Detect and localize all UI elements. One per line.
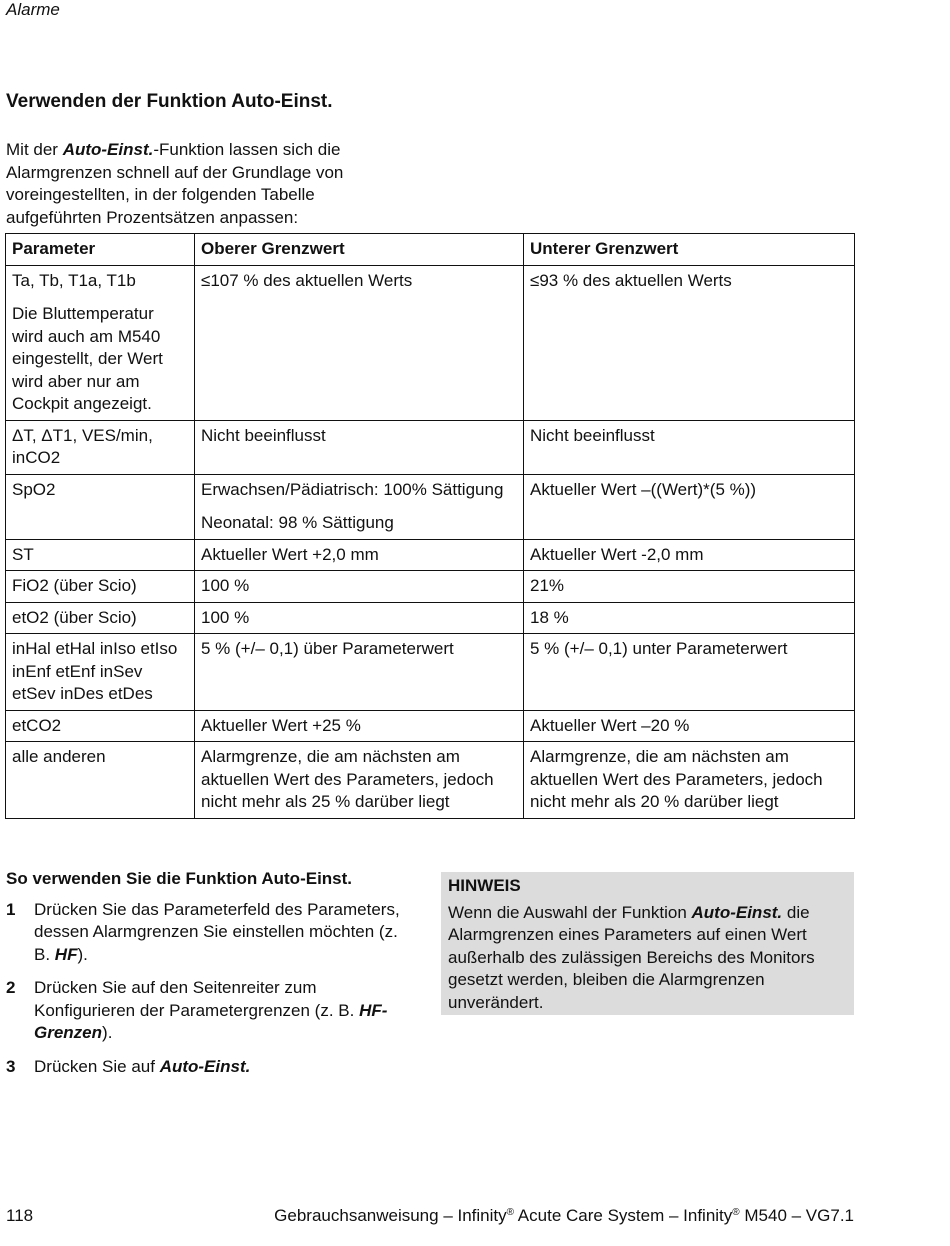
header-parameter: Parameter [6, 234, 195, 266]
cell-text: 100 % [201, 607, 250, 627]
registered-mark: ® [732, 1207, 740, 1218]
table-row [6, 710, 855, 742]
intro-suffix: -Funktion lassen sich die Alarmgrenzen schnell auf der Grundlage von voreingestellten, in der folgenden Tabelle aufgeführten Prozentsätzen anpassen: [6, 140, 344, 227]
step-text-pre: Drücken Sie auf den Seitenreiter zum Konfigurieren der Parametergrenzen (z. B. [34, 978, 360, 1020]
cell-parameter [6, 571, 195, 603]
cell-text: FiO2 (über Scio) [12, 576, 137, 595]
cell-text: Alarmgrenze, die am nächsten am aktuellen Wert des Parameters, jedoch nicht mehr als 20 % darüber liegt [530, 747, 823, 811]
step-number: 2 [6, 978, 16, 997]
note-box [441, 872, 854, 1015]
cell-text: SpO2 [12, 479, 56, 499]
cell-text: 100 % [201, 576, 250, 595]
cell-text: Aktueller Wert –20 % [530, 715, 690, 735]
cell-text: ≤93 % des aktuellen Werts [530, 270, 732, 290]
cell-upper-limit [195, 539, 524, 571]
cell-lower-limit [524, 539, 855, 571]
step-text-bold: HF [54, 944, 78, 964]
cell-lower-limit [524, 742, 855, 819]
note-text-bold: Auto-Einst. [691, 902, 783, 922]
step-text-post: ). [77, 944, 88, 964]
cell-text: Die Bluttemperatur wird auch am M540 eingestellt, der Wert wird aber nur am Cockpit angezeigt. [12, 304, 163, 413]
cell-text: Aktueller Wert +2,0 mm [201, 544, 379, 564]
registered-mark: ® [506, 1207, 515, 1218]
cell-lower-limit [524, 474, 855, 539]
procedure-step [6, 899, 406, 967]
cell-upper-limit [195, 265, 524, 420]
cell-upper-limit [195, 474, 524, 539]
header-upper-limit: Oberer Grenzwert [195, 234, 524, 266]
cell-upper-limit [195, 710, 524, 742]
footer-part2: Acute Care System – Infinity [514, 1206, 733, 1225]
cell-parameter [6, 634, 195, 711]
cell-upper-limit [195, 742, 524, 819]
cell-text: Neonatal: 98 % Sättigung [201, 513, 394, 532]
step-text-pre: Drücken Sie auf [34, 1056, 160, 1076]
table-row [6, 602, 855, 634]
step-text-pre: Drücken Sie das Parameterfeld des Parameters, dessen Alarmgrenzen Sie einstellen möchten (z. B. [34, 899, 400, 964]
cell-parameter [6, 710, 195, 742]
cell-upper-limit [195, 634, 524, 711]
cell-parameter [6, 602, 195, 634]
cell-text: Erwachsen/Pädiatrisch: 100% Sättigung [201, 479, 504, 499]
cell-parameter [6, 474, 195, 539]
cell-text: 5 % (+/– 0,1) über Parameterwert [201, 639, 454, 658]
cell-text: 21% [530, 576, 565, 595]
table-row [6, 539, 855, 571]
cell-text: etO2 (über Scio) [12, 607, 137, 627]
step-number: 1 [6, 899, 16, 919]
procedure-step [6, 1056, 406, 1079]
cell-text: 18 % [530, 607, 569, 627]
header-lower-limit: Unterer Grenzwert [524, 234, 855, 266]
procedure-step [6, 977, 406, 1045]
table-row [6, 474, 855, 539]
note-text [448, 902, 847, 1015]
step-text [34, 899, 406, 967]
cell-upper-limit [195, 571, 524, 603]
cell-parameter [6, 420, 195, 474]
note-text-pre: Wenn die Auswahl der Funktion [448, 902, 692, 922]
cell-parameter [6, 539, 195, 571]
cell-text: Nicht beeinflusst [530, 425, 655, 445]
document-title [274, 1206, 854, 1226]
alarm-limits-table [5, 233, 855, 819]
step-text [34, 1056, 406, 1079]
cell-parameter [6, 742, 195, 819]
cell-parameter [6, 265, 195, 420]
cell-text: Aktueller Wert +25 % [201, 715, 361, 735]
table-header-row [6, 234, 855, 266]
cell-text: ≤107 % des aktuellen Werts [201, 270, 413, 290]
cell-lower-limit [524, 265, 855, 420]
intro-prefix: Mit der [6, 140, 63, 159]
table-row [6, 571, 855, 603]
section-title: Verwenden der Funktion Auto-Einst. [6, 91, 333, 112]
step-text-bold: HF-Grenzen [34, 1000, 388, 1042]
cell-text: Ta, Tb, T1a, T1b [12, 270, 136, 290]
step-text [34, 977, 406, 1045]
cell-upper-limit [195, 602, 524, 634]
procedure-title: So verwenden Sie die Funktion Auto-Einst. [6, 869, 353, 888]
note-text-post: die Alarmgrenzen eines Parameters auf einen Wert außerhalb des zulässigen Bereichs des Monitors gesetzt werden, bleiben die Alarmgrenzen unverändert. [448, 902, 815, 1012]
cell-lower-limit [524, 420, 855, 474]
cell-lower-limit [524, 710, 855, 742]
cell-text: alle anderen [12, 747, 106, 766]
running-head: Alarme [6, 0, 60, 19]
cell-upper-limit [195, 420, 524, 474]
table-row [6, 420, 855, 474]
cell-text: Aktueller Wert -2,0 mm [530, 544, 704, 564]
cell-text: inHal etHal inIso etIso inEnf etEnf inSev etSev inDes etDes [12, 639, 178, 703]
cell-lower-limit [524, 602, 855, 634]
page-number: 118 [6, 1206, 34, 1225]
cell-text: etCO2 [12, 715, 62, 735]
table-row [6, 634, 855, 711]
step-number: 3 [6, 1056, 16, 1076]
footer-part1: Gebrauchsanweisung – Infinity [274, 1206, 507, 1225]
table-row [6, 742, 855, 819]
cell-lower-limit [524, 634, 855, 711]
cell-text: Aktueller Wert –((Wert)*(5 %)) [530, 479, 757, 499]
intro-bold-term: Auto-Einst. [62, 140, 154, 159]
cell-text: ST [12, 544, 34, 564]
note-title: HINWEIS [448, 876, 521, 895]
step-text-post: ). [102, 1023, 113, 1042]
cell-text: ΔT, ΔT1, VES/min, inCO2 [12, 425, 153, 467]
cell-text: Alarmgrenze, die am nächsten am aktuellen Wert des Parameters, jedoch nicht mehr als 25 % darüber liegt [201, 747, 494, 811]
step-text-bold: Auto-Einst. [159, 1056, 251, 1076]
cell-text: 5 % (+/– 0,1) unter Parameterwert [530, 639, 788, 658]
cell-lower-limit [524, 571, 855, 603]
table-row [6, 265, 855, 420]
footer-part3: M540 – VG7.1 [739, 1206, 854, 1225]
procedure [6, 868, 406, 1089]
cell-text: Nicht beeinflusst [201, 425, 326, 445]
table-body [6, 265, 855, 818]
intro-paragraph [6, 139, 406, 229]
